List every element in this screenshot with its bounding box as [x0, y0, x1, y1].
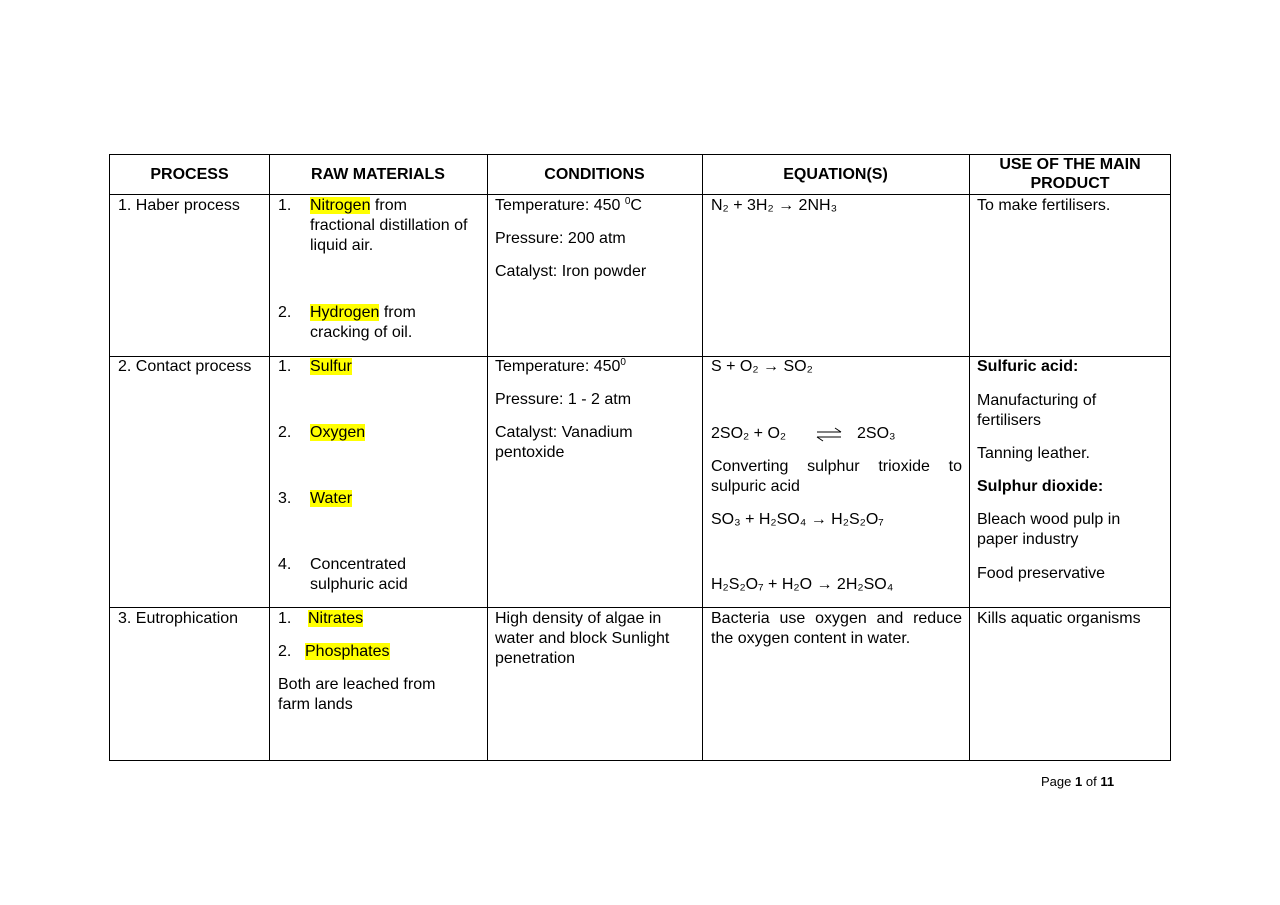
row-divider — [110, 607, 1170, 608]
highlight-nitrogen: Nitrogen — [310, 197, 371, 214]
row1-raw2 — [310, 303, 416, 323]
row2-raw4-line2: sulphuric acid — [310, 576, 408, 593]
row2-raw1-num: 1. — [278, 358, 292, 375]
row1-raw1-line2: fractional distillation of — [310, 217, 468, 234]
row3-eq-line1: Bacteria use oxygen and reduce — [711, 610, 962, 627]
header-raw-materials: RAW MATERIALS — [311, 166, 445, 183]
header-equations: EQUATION(S) — [783, 166, 888, 183]
row2-temp-sup: 0 — [620, 357, 626, 368]
row1-pressure: Pressure: 200 atm — [495, 230, 626, 247]
row3-eq-line2: the oxygen content in water. — [711, 630, 911, 647]
header-conditions: CONDITIONS — [544, 166, 645, 183]
row2-process: 2. Contact process — [118, 358, 252, 375]
row1-use: To make fertilisers. — [977, 197, 1111, 214]
row3-raw-note-line1: Both are leached from — [278, 676, 436, 693]
row2-raw3 — [310, 489, 352, 509]
highlight-sulfur: Sulfur — [310, 358, 352, 375]
row2-catalyst-line2: pentoxide — [495, 444, 565, 461]
row3-raw2 — [305, 642, 390, 662]
row3-raw-note-line2: farm lands — [278, 696, 353, 713]
row2-raw1 — [310, 357, 352, 377]
row2-use-heading1: Sulfuric acid: — [977, 358, 1079, 375]
row2-raw2 — [310, 423, 365, 443]
row2-eq2-right: 2SO₃ — [857, 425, 896, 442]
page-total: 11 — [1100, 774, 1115, 789]
header-use-line1: USE OF THE MAIN — [999, 156, 1141, 173]
row2-eq4: H₂S₂O₇ + H₂O → 2H₂SO₄ — [711, 576, 894, 593]
row2-use-heading2: Sulphur dioxide: — [977, 478, 1104, 495]
row2-temp-text: Temperature: 450 — [495, 358, 621, 375]
row1-raw2-line2: cracking of oil. — [310, 324, 413, 341]
row1-temp-unit: C — [630, 197, 642, 214]
row2-eq3: SO₃ + H₂SO₄ → H₂S₂O₇ — [711, 511, 884, 528]
row1-raw2-from: from — [379, 304, 416, 321]
row2-use2: Tanning leather. — [977, 445, 1090, 462]
row-divider — [110, 194, 1170, 195]
row2-eq-note-line2: sulpuric acid — [711, 478, 800, 495]
row1-raw1-from: from — [370, 197, 407, 214]
row1-temperature — [495, 196, 642, 216]
column-divider — [702, 155, 703, 760]
row2-use1-line1: Manufacturing of — [977, 392, 1097, 409]
column-divider — [487, 155, 488, 760]
row2-raw4-line1: Concentrated — [310, 556, 407, 573]
row1-temp-text: Temperature: 450 — [495, 197, 625, 214]
row3-raw1-num: 1. — [278, 610, 292, 627]
row2-eq-note-line1: Converting sulphur trioxide to — [711, 458, 962, 475]
row2-use1-line2: fertilisers — [977, 412, 1042, 429]
page-word: Page — [1041, 774, 1072, 789]
page-current: 1 — [1075, 774, 1083, 789]
row2-pressure: Pressure: 1 - 2 atm — [495, 391, 632, 408]
row2-raw2-num: 2. — [278, 424, 292, 441]
row1-raw1 — [310, 196, 407, 216]
row1-raw1-line3: liquid air. — [310, 237, 374, 254]
highlight-water: Water — [310, 490, 353, 507]
row3-raw1 — [308, 609, 363, 629]
column-divider — [269, 155, 270, 760]
row2-raw4-num: 4. — [278, 556, 292, 573]
header-use — [969, 155, 1171, 193]
row3-cond-line1: High density of algae in — [495, 610, 662, 627]
row2-eq1: S + O₂ → SO₂ — [711, 358, 813, 375]
row3-use: Kills aquatic organisms — [977, 610, 1141, 627]
row3-raw2-num: 2. — [278, 643, 292, 660]
row2-eq2-left: 2SO₂ + O₂ — [711, 425, 787, 442]
row2-use3-line1: Bleach wood pulp in — [977, 511, 1121, 528]
equilibrium-arrow-icon — [815, 426, 843, 442]
row3-process: 3. Eutrophication — [118, 610, 239, 627]
row2-raw3-num: 3. — [278, 490, 292, 507]
header-process: PROCESS — [150, 166, 229, 183]
highlight-phosphates: Phosphates — [305, 643, 390, 660]
page-number — [1041, 774, 1114, 790]
highlight-oxygen: Oxygen — [310, 424, 366, 441]
column-divider — [969, 155, 970, 760]
highlight-hydrogen: Hydrogen — [310, 304, 380, 321]
row1-equation: N₂ + 3H₂ → 2NH₃ — [711, 197, 838, 214]
row1-temp-sup: 0 — [624, 196, 631, 207]
row2-temperature — [495, 357, 626, 377]
row2-catalyst-line1: Catalyst: Vanadium — [495, 424, 633, 441]
row1-raw1-num: 1. — [278, 197, 292, 214]
header-use-line2: PRODUCT — [1030, 175, 1110, 192]
row2-use4: Food preservative — [977, 565, 1106, 582]
row3-cond-line3: penetration — [495, 650, 576, 667]
row1-raw2-num: 2. — [278, 304, 292, 321]
row2-use3-line2: paper industry — [977, 531, 1079, 548]
row1-process: 1. Haber process — [118, 197, 240, 214]
page-of-word: of — [1085, 774, 1097, 789]
highlight-nitrates: Nitrates — [308, 610, 364, 627]
row3-cond-line2: water and block Sunlight — [495, 630, 670, 647]
row1-catalyst: Catalyst: Iron powder — [495, 263, 647, 280]
process-table — [109, 154, 1171, 761]
